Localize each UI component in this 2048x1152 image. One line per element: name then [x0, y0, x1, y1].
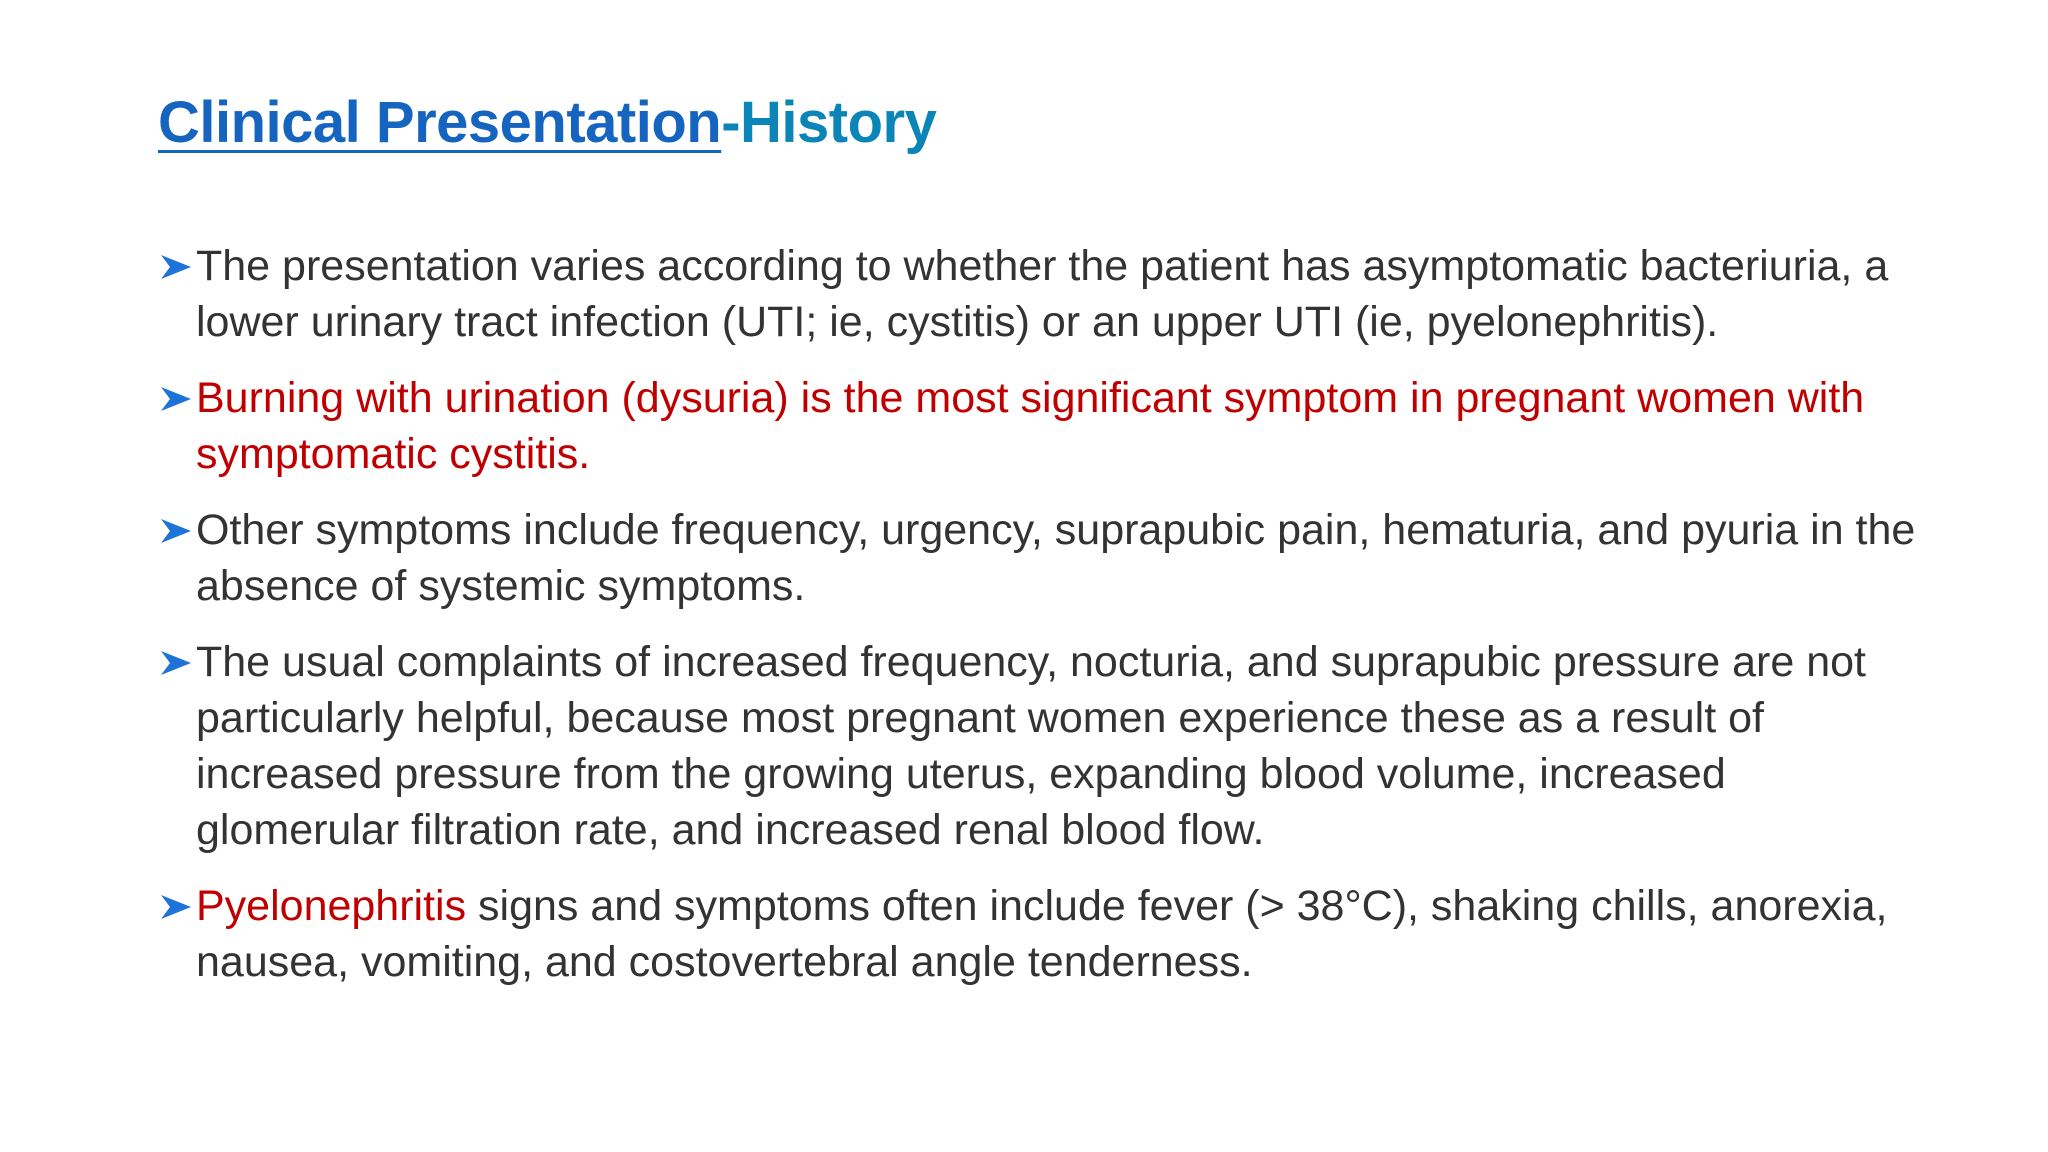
bullet-text: Burning with urination (dysuria) is the most significant symptom in pregnant women with symptomatic cystitis. — [196, 374, 1865, 478]
bullet-item — [158, 238, 1918, 350]
bullet-item — [158, 370, 1918, 482]
bullet-item — [158, 634, 1918, 858]
bullet-text: The presentation varies according to whether the patient has asymptomatic bacteriuria, a lower urinary tract infection (UTI; ie, cystitis) or an upper UTI (ie, pyelonephritis). — [196, 242, 1889, 346]
arrow-bullet-icon — [158, 649, 194, 677]
bullet-item — [158, 878, 1918, 990]
bullet-text: Other symptoms include frequency, urgency, suprapubic pain, hematuria, and pyuria in the absence of systemic symptoms. — [196, 506, 1916, 610]
bullet-item — [158, 502, 1918, 614]
arrow-bullet-icon — [158, 385, 194, 413]
arrow-bullet-icon — [158, 893, 194, 921]
slide-title-sub: -History — [721, 90, 937, 155]
bullet-text: The usual complaints of increased frequency, nocturia, and suprapubic pressure are not particularly helpful, because most pregnant women experience these as a result of increased pressure from the growing uterus, expanding blood volume, increased glomerular filtration rate, and increased renal blood flow. — [196, 638, 1866, 854]
arrow-bullet-icon — [158, 517, 194, 545]
slide-title — [158, 88, 936, 158]
slide-title-main: Clinical Presentation — [158, 90, 722, 155]
bullet-text: signs and symptoms often include fever (> 38°C), shaking chills, anorexia, nausea, vomiting, and costovertebral angle tenderness. — [196, 882, 1888, 986]
bullet-highlight: Pyelonephritis — [196, 882, 467, 930]
arrow-bullet-icon — [158, 253, 194, 281]
bullet-list — [158, 238, 1918, 1010]
